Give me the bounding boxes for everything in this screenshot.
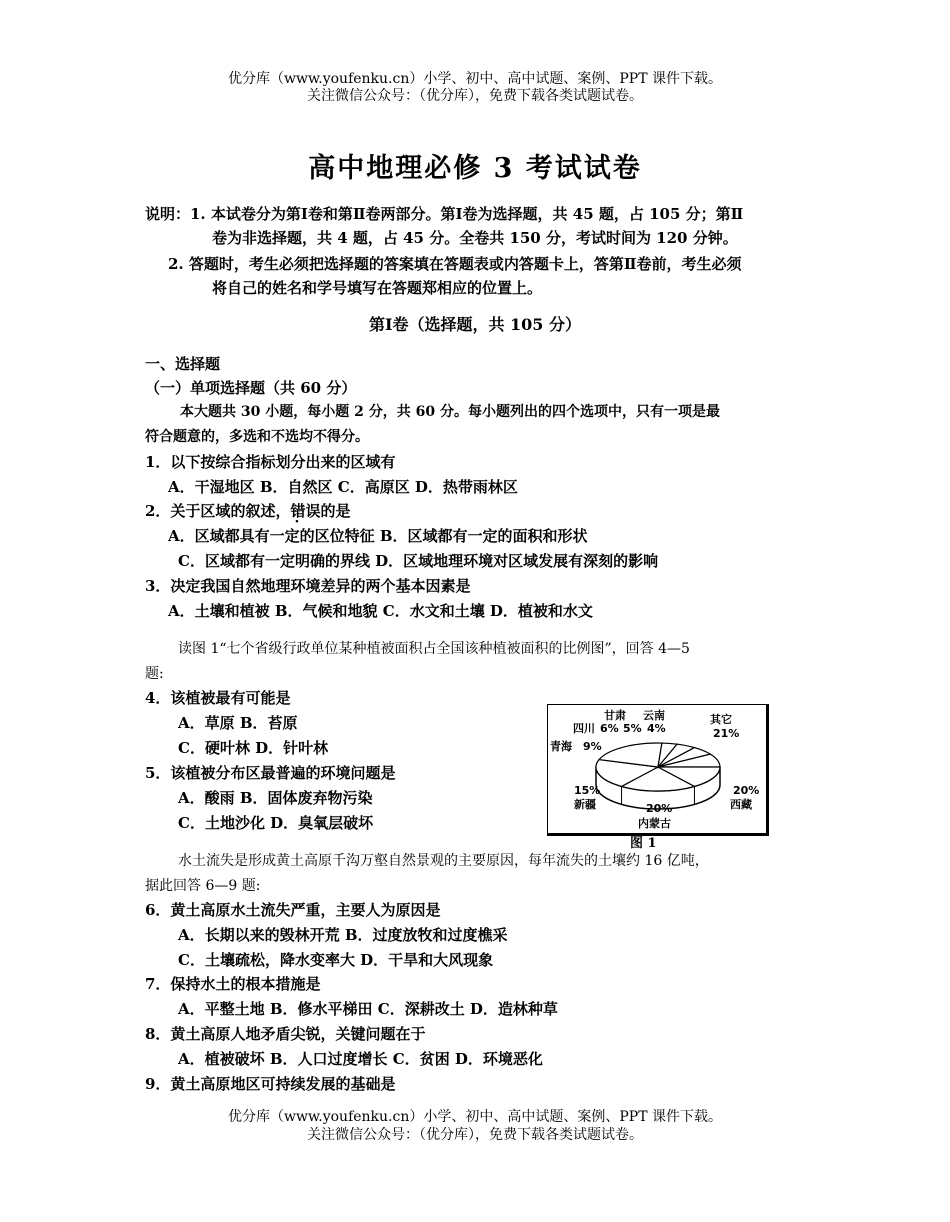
loess-intro-line-2: 据此回答 6—9 题: [145, 878, 261, 894]
q4-options-ab: A．草原 B．苔原 [178, 714, 298, 732]
figure-1-caption: 图 1 [630, 836, 657, 851]
label-gansu: 甘肃 [604, 709, 626, 722]
q6-options-ab: A．长期以来的毁林开荒 B．过度放牧和过度樵采 [178, 926, 508, 944]
footer-line-1: 优分库（www.youfenku.cn）小学、初中、高中试题、案例、PPT 课件下载。 [227, 1109, 722, 1125]
value-gansu: 5% [623, 722, 642, 735]
q5-options-cd: C．土地沙化 D．臭氧层破坏 [178, 814, 374, 832]
q5-options-ab: A．酸雨 B．固体废弃物污染 [178, 789, 373, 807]
q8-stem: 8．黄土高原人地矛盾尖锐，关键问题在于 [145, 1025, 426, 1043]
q2-options-cd: C．区域都有一定明确的界线 D．区域地理环境对区域发展有深刻的影响 [178, 552, 659, 570]
label-sichuan: 四川 [573, 722, 595, 735]
pie-top [596, 743, 720, 791]
read-fig-line-1: 读图 1“七个省级行政单位某种植被面积占全国该种植被面积的比例图”，回答 4—5 [178, 641, 690, 657]
instruction-line-3: 2. 答题时，考生必须把选择题的答案填在答题表或内答题卡上，答第Ⅱ卷前，考生必须 [168, 255, 742, 273]
q2-stem-emphasis: 错误 [290, 502, 321, 520]
value-xinjiang: 15% [574, 784, 601, 797]
value-qinghai: 9% [583, 740, 602, 753]
label-neimenggu: 内蒙古 [638, 817, 671, 830]
label-xinjiang: 新疆 [574, 798, 596, 811]
value-neimenggu: 20% [646, 802, 673, 815]
instruction-line-2: 卷为非选择题，共 4 题，占 45 分。全卷共 150 分，考试时间为 120 分钟。 [212, 229, 738, 247]
label-other: 其它 [710, 713, 732, 726]
q4-options-cd: C．硬叶林 D．针叶林 [178, 739, 329, 757]
loess-intro-line-1: 水土流失是形成黄土高原千沟万壑自然景观的主要原因，每年流失的土壤约 16 亿吨， [178, 853, 709, 869]
q6-options-cd: C．土壤疏松，降水变率大 D．干旱和大风现象 [178, 951, 494, 969]
q7-stem: 7．保持水土的根本措施是 [145, 975, 321, 993]
q5-stem: 5．该植被分布区最普遍的环境问题是 [145, 764, 396, 782]
q2-options-ab: A．区域都具有一定的区位特征 B．区域都有一定的面积和形状 [168, 527, 588, 545]
q2-stem [145, 501, 350, 521]
q1-stem: 1．以下按综合指标划分出来的区域有 [145, 453, 396, 471]
label-yunnan: 云南 [643, 709, 665, 722]
subsection-note-2: 符合题意的，多选和不选均不得分。 [145, 429, 369, 445]
q3-stem: 3．决定我国自然地理环境差异的两个基本因素是 [145, 577, 471, 595]
header-line-1: 优分库（www.youfenku.cn）小学、初中、高中试题、案例、PPT 课件下载。 [227, 71, 722, 87]
value-sichuan: 6% [600, 722, 619, 735]
figure-1-frame [547, 704, 769, 836]
q6-stem: 6．黄土高原水土流失严重，主要人为原因是 [145, 901, 441, 919]
value-other: 21% [713, 727, 740, 740]
q9-stem: 9．黄土高原地区可持续发展的基础是 [145, 1075, 396, 1093]
pie-chart [548, 705, 766, 833]
value-yunnan: 4% [647, 722, 666, 735]
label-xizang: 西藏 [730, 798, 752, 811]
q1-options: A．干湿地区 B．自然区 C．高原区 D．热带雨林区 [168, 478, 518, 496]
read-fig-line-2: 题: [145, 666, 164, 682]
label-qinghai: 青海 [550, 740, 572, 753]
instruction-line-4: 将自己的姓名和学号填写在答题郑相应的位置上。 [212, 279, 543, 297]
subsection-note-1: 本大题共 30 小题，每小题 2 分，共 60 分。每小题列出的四个选项中，只有一项是最 [180, 404, 720, 420]
q8-options: A．植被破坏 B．人口过度增长 C．贫困 D．环境恶化 [178, 1050, 543, 1068]
footer-line-2: 关注微信公众号：（优分库），免费下载各类试题试卷。 [307, 1127, 643, 1143]
q2-stem-c: 的是 [320, 502, 351, 520]
value-xizang: 20% [733, 784, 760, 797]
q3-options: A．土壤和植被 B．气候和地貌 C．水文和土壤 D．植被和水文 [168, 602, 593, 620]
q7-options: A．平整土地 B．修水平梯田 C．深耕改土 D．造林种草 [178, 1000, 558, 1018]
instruction-line-1: 说明：1. 本试卷分为第Ⅰ卷和第Ⅱ卷两部分。第Ⅰ卷为选择题，共 45 题，占 105 分；第Ⅱ [145, 205, 744, 223]
q4-stem: 4．该植被最有可能是 [145, 689, 291, 707]
q2-stem-a: 2．关于区域的叙述， [145, 502, 291, 520]
part1-title: 第Ⅰ卷（选择题，共 105 分） [368, 315, 582, 334]
page-title: 高中地理必修 3 考试试卷 [308, 153, 642, 184]
subsection-title: （一）单项选择题（共 60 分） [145, 379, 357, 397]
header-line-2: 关注微信公众号：（优分库），免费下载各类试题试卷。 [307, 88, 643, 104]
section-title: 一、选择题 [145, 355, 221, 373]
